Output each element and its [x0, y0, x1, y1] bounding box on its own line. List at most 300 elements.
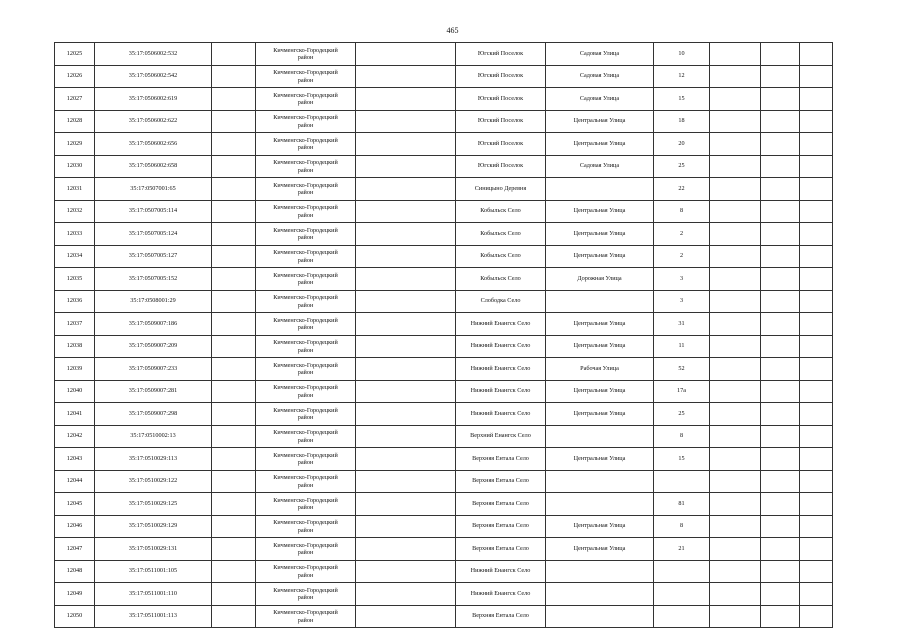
table-row	[55, 358, 833, 381]
street-cell: Садовая Улица	[546, 88, 654, 111]
district-type-line: район	[297, 144, 314, 152]
house-number-cell: 17а	[654, 380, 710, 403]
district-name-line: Кичменгско-Городецкий	[273, 249, 338, 257]
house-number-cell: 15	[654, 448, 710, 471]
cadastral-number-cell: 35:17:0511001:105	[95, 560, 212, 583]
table-row	[55, 178, 833, 201]
cadastral-number-cell: 35:17:0506002:532	[95, 43, 212, 66]
table-row	[55, 515, 833, 538]
district-cell	[256, 448, 356, 471]
district-name-line: Кичменгско-Городецкий	[273, 46, 338, 54]
table-row	[55, 448, 833, 471]
row-id-cell: 12031	[55, 178, 95, 201]
district-type-line: район	[297, 76, 314, 84]
empty-cell	[356, 560, 456, 583]
street-cell: Центральная Улица	[546, 245, 654, 268]
district-cell	[256, 155, 356, 178]
empty-cell	[800, 560, 833, 583]
district-type-line: район	[297, 346, 314, 354]
house-number-cell: 20	[654, 133, 710, 156]
street-cell	[546, 493, 654, 516]
table-row	[55, 155, 833, 178]
row-id-cell: 12025	[55, 43, 95, 66]
empty-cell	[212, 88, 256, 111]
empty-cell	[710, 133, 761, 156]
district-name-line: Кичменгско-Городецкий	[273, 294, 338, 302]
district-cell	[256, 335, 356, 358]
cadastral-number-cell: 35:17:0509007:186	[95, 313, 212, 336]
district-name-line: Кичменгско-Городецкий	[273, 91, 338, 99]
empty-cell	[800, 155, 833, 178]
street-cell: Центральная Улица	[546, 448, 654, 471]
page-number: 465	[446, 26, 459, 35]
empty-cell	[356, 133, 456, 156]
row-id-cell: 12032	[55, 200, 95, 223]
empty-cell	[800, 403, 833, 426]
district-name-line: Кичменгско-Городецкий	[273, 384, 338, 392]
district-name-line: Кичменгско-Городецкий	[273, 496, 338, 504]
house-number-cell: 8	[654, 200, 710, 223]
street-cell: Центральная Улица	[546, 380, 654, 403]
house-number-cell: 2	[654, 223, 710, 246]
house-number-cell: 8	[654, 425, 710, 448]
empty-cell	[800, 268, 833, 291]
district-cell	[256, 290, 356, 313]
empty-cell	[710, 245, 761, 268]
table-row	[55, 605, 833, 628]
house-number-cell: 18	[654, 110, 710, 133]
street-cell: Центральная Улица	[546, 335, 654, 358]
empty-cell	[710, 43, 761, 66]
empty-cell	[710, 268, 761, 291]
district-name-line: Кичменгско-Городецкий	[273, 339, 338, 347]
table-row	[55, 200, 833, 223]
house-number-cell	[654, 560, 710, 583]
empty-cell	[356, 268, 456, 291]
table-row	[55, 380, 833, 403]
settlement-cell: Кобыльск Село	[456, 200, 546, 223]
row-id-cell: 12035	[55, 268, 95, 291]
empty-cell	[800, 380, 833, 403]
cadastral-number-cell: 35:17:0510029:122	[95, 470, 212, 493]
district-cell	[256, 245, 356, 268]
street-cell	[546, 425, 654, 448]
empty-cell	[356, 380, 456, 403]
empty-cell	[212, 313, 256, 336]
house-number-cell	[654, 583, 710, 606]
empty-cell	[356, 65, 456, 88]
row-id-cell: 12026	[55, 65, 95, 88]
row-id-cell: 12050	[55, 605, 95, 628]
empty-cell	[761, 358, 800, 381]
empty-cell	[212, 200, 256, 223]
street-cell: Садовая Улица	[546, 65, 654, 88]
empty-cell	[761, 583, 800, 606]
house-number-cell: 52	[654, 358, 710, 381]
district-cell	[256, 223, 356, 246]
cadastral-number-cell: 35:17:0507005:152	[95, 268, 212, 291]
district-cell	[256, 605, 356, 628]
street-cell: Центральная Улица	[546, 403, 654, 426]
district-name-line: Кичменгско-Городецкий	[273, 159, 338, 167]
empty-cell	[800, 470, 833, 493]
empty-cell	[761, 515, 800, 538]
settlement-cell: Нижний Енангск Село	[456, 313, 546, 336]
empty-cell	[800, 538, 833, 561]
empty-cell	[710, 155, 761, 178]
empty-cell	[800, 110, 833, 133]
district-name-line: Кичменгско-Городецкий	[273, 406, 338, 414]
district-name-line: Кичменгско-Городецкий	[273, 181, 338, 189]
empty-cell	[800, 448, 833, 471]
house-number-cell: 25	[654, 403, 710, 426]
district-cell	[256, 178, 356, 201]
settlement-cell: Югский Поселок	[456, 43, 546, 66]
row-id-cell: 12040	[55, 380, 95, 403]
settlement-cell: Югский Поселок	[456, 110, 546, 133]
settlement-cell: Югский Поселок	[456, 133, 546, 156]
district-name-line: Кичменгско-Городецкий	[273, 136, 338, 144]
empty-cell	[800, 43, 833, 66]
table-row	[55, 65, 833, 88]
district-type-line: район	[297, 594, 314, 602]
settlement-cell: Нижний Енангск Село	[456, 358, 546, 381]
district-type-line: район	[297, 256, 314, 264]
district-name-line: Кичменгско-Городецкий	[273, 609, 338, 617]
empty-cell	[800, 178, 833, 201]
district-name-line: Кичменгско-Городецкий	[273, 204, 338, 212]
row-id-cell: 12038	[55, 335, 95, 358]
row-id-cell: 12044	[55, 470, 95, 493]
empty-cell	[761, 403, 800, 426]
district-name-line: Кичменгско-Городецкий	[273, 541, 338, 549]
empty-cell	[356, 88, 456, 111]
empty-cell	[710, 425, 761, 448]
district-type-line: район	[297, 279, 314, 287]
empty-cell	[212, 515, 256, 538]
empty-cell	[710, 335, 761, 358]
row-id-cell: 12029	[55, 133, 95, 156]
empty-cell	[800, 515, 833, 538]
empty-cell	[356, 403, 456, 426]
empty-cell	[761, 470, 800, 493]
settlement-cell: Верхняя Ентала Село	[456, 448, 546, 471]
empty-cell	[212, 110, 256, 133]
settlement-cell: Верхняя Ентала Село	[456, 515, 546, 538]
district-type-line: район	[297, 549, 314, 557]
table-row	[55, 403, 833, 426]
district-type-line: район	[297, 414, 314, 422]
empty-cell	[356, 290, 456, 313]
empty-cell	[800, 223, 833, 246]
table-row	[55, 133, 833, 156]
district-name-line: Кичменгско-Городецкий	[273, 226, 338, 234]
district-type-line: район	[297, 54, 314, 62]
empty-cell	[356, 335, 456, 358]
empty-cell	[800, 335, 833, 358]
empty-cell	[710, 448, 761, 471]
cadastral-number-cell: 35:17:0510029:113	[95, 448, 212, 471]
empty-cell	[212, 358, 256, 381]
settlement-cell: Нижний Енангск Село	[456, 560, 546, 583]
empty-cell	[356, 425, 456, 448]
empty-cell	[710, 110, 761, 133]
empty-cell	[710, 178, 761, 201]
district-type-line: район	[297, 571, 314, 579]
empty-cell	[761, 605, 800, 628]
cadastral-number-cell: 35:17:0509007:298	[95, 403, 212, 426]
street-cell	[546, 290, 654, 313]
empty-cell	[800, 358, 833, 381]
house-number-cell: 2	[654, 245, 710, 268]
street-cell	[546, 470, 654, 493]
district-cell	[256, 43, 356, 66]
empty-cell	[710, 223, 761, 246]
empty-cell	[356, 155, 456, 178]
row-id-cell: 12047	[55, 538, 95, 561]
empty-cell	[761, 155, 800, 178]
empty-cell	[710, 313, 761, 336]
house-number-cell	[654, 470, 710, 493]
cadastral-number-cell: 35:17:0510029:131	[95, 538, 212, 561]
house-number-cell: 21	[654, 538, 710, 561]
empty-cell	[212, 425, 256, 448]
district-type-line: район	[297, 99, 314, 107]
district-cell	[256, 470, 356, 493]
district-cell	[256, 268, 356, 291]
empty-cell	[800, 245, 833, 268]
district-cell	[256, 313, 356, 336]
empty-cell	[761, 313, 800, 336]
cadastral-number-cell: 35:17:0509007:209	[95, 335, 212, 358]
empty-cell	[761, 290, 800, 313]
settlement-cell: Верхний Енангск Село	[456, 425, 546, 448]
district-cell	[256, 560, 356, 583]
empty-cell	[356, 178, 456, 201]
empty-cell	[212, 133, 256, 156]
street-cell	[546, 605, 654, 628]
empty-cell	[212, 403, 256, 426]
district-cell	[256, 425, 356, 448]
empty-cell	[761, 380, 800, 403]
house-number-cell: 25	[654, 155, 710, 178]
empty-cell	[710, 358, 761, 381]
row-id-cell: 12042	[55, 425, 95, 448]
empty-cell	[761, 335, 800, 358]
district-name-line: Кичменгско-Городецкий	[273, 519, 338, 527]
row-id-cell: 12046	[55, 515, 95, 538]
empty-cell	[212, 155, 256, 178]
district-cell	[256, 200, 356, 223]
district-type-line: район	[297, 189, 314, 197]
empty-cell	[761, 268, 800, 291]
street-cell: Центральная Улица	[546, 313, 654, 336]
district-type-line: район	[297, 324, 314, 332]
empty-cell	[356, 43, 456, 66]
street-cell	[546, 560, 654, 583]
cadastral-number-cell: 35:17:0506002:619	[95, 88, 212, 111]
empty-cell	[356, 448, 456, 471]
house-number-cell: 3	[654, 290, 710, 313]
empty-cell	[356, 493, 456, 516]
empty-cell	[710, 583, 761, 606]
empty-cell	[761, 133, 800, 156]
row-id-cell: 12049	[55, 583, 95, 606]
empty-cell	[212, 43, 256, 66]
cadastral-number-cell: 35:17:0509007:233	[95, 358, 212, 381]
empty-cell	[356, 200, 456, 223]
empty-cell	[212, 493, 256, 516]
cadastral-number-cell: 35:17:0506002:622	[95, 110, 212, 133]
empty-cell	[761, 88, 800, 111]
row-id-cell: 12036	[55, 290, 95, 313]
settlement-cell: Кобыльск Село	[456, 268, 546, 291]
empty-cell	[800, 425, 833, 448]
street-cell: Центральная Улица	[546, 538, 654, 561]
house-number-cell: 15	[654, 88, 710, 111]
street-cell: Центральная Улица	[546, 515, 654, 538]
district-cell	[256, 133, 356, 156]
district-type-line: район	[297, 481, 314, 489]
empty-cell	[761, 538, 800, 561]
district-name-line: Кичменгско-Городецкий	[273, 429, 338, 437]
district-type-line: район	[297, 121, 314, 129]
district-cell	[256, 493, 356, 516]
cadastral-number-cell: 35:17:0510029:125	[95, 493, 212, 516]
empty-cell	[710, 380, 761, 403]
empty-cell	[356, 313, 456, 336]
row-id-cell: 12027	[55, 88, 95, 111]
empty-cell	[761, 560, 800, 583]
district-type-line: район	[297, 391, 314, 399]
table-row	[55, 313, 833, 336]
district-cell	[256, 110, 356, 133]
settlement-cell: Нижний Енангск Село	[456, 380, 546, 403]
cadastral-number-cell: 35:17:0507005:124	[95, 223, 212, 246]
district-name-line: Кичменгско-Городецкий	[273, 316, 338, 324]
empty-cell	[356, 583, 456, 606]
empty-cell	[800, 493, 833, 516]
settlement-cell: Нижний Енангск Село	[456, 583, 546, 606]
street-cell	[546, 178, 654, 201]
empty-cell	[710, 605, 761, 628]
street-cell: Садовая Улица	[546, 43, 654, 66]
street-cell	[546, 583, 654, 606]
district-type-line: район	[297, 616, 314, 624]
row-id-cell: 12033	[55, 223, 95, 246]
district-cell	[256, 583, 356, 606]
cadastral-number-cell: 35:17:0510029:129	[95, 515, 212, 538]
district-type-line: район	[297, 436, 314, 444]
district-name-line: Кичменгско-Городецкий	[273, 586, 338, 594]
district-name-line: Кичменгско-Городецкий	[273, 361, 338, 369]
district-cell	[256, 403, 356, 426]
empty-cell	[710, 200, 761, 223]
district-type-line: район	[297, 504, 314, 512]
empty-cell	[761, 110, 800, 133]
district-type-line: район	[297, 459, 314, 467]
empty-cell	[761, 493, 800, 516]
settlement-cell: Югский Поселок	[456, 155, 546, 178]
cadastral-number-cell: 35:17:0506002:542	[95, 65, 212, 88]
table-row	[55, 223, 833, 246]
empty-cell	[212, 470, 256, 493]
empty-cell	[710, 560, 761, 583]
empty-cell	[800, 583, 833, 606]
district-type-line: район	[297, 526, 314, 534]
street-cell: Центральная Улица	[546, 110, 654, 133]
settlement-cell: Верхняя Ентала Село	[456, 470, 546, 493]
empty-cell	[710, 538, 761, 561]
settlement-cell: Верхняя Ентала Село	[456, 605, 546, 628]
settlement-cell: Нижний Енангск Село	[456, 403, 546, 426]
settlement-cell: Слободка Село	[456, 290, 546, 313]
empty-cell	[356, 110, 456, 133]
settlement-cell: Верхняя Ентала Село	[456, 538, 546, 561]
district-cell	[256, 538, 356, 561]
empty-cell	[710, 403, 761, 426]
district-cell	[256, 88, 356, 111]
table-row	[55, 583, 833, 606]
cadastral-number-cell: 35:17:0506002:658	[95, 155, 212, 178]
table-row	[55, 268, 833, 291]
empty-cell	[212, 65, 256, 88]
registry-table	[54, 42, 833, 628]
cadastral-number-cell: 35:17:0509007:281	[95, 380, 212, 403]
empty-cell	[212, 448, 256, 471]
row-id-cell: 12048	[55, 560, 95, 583]
row-id-cell: 12039	[55, 358, 95, 381]
table-row	[55, 290, 833, 313]
empty-cell	[356, 538, 456, 561]
district-type-line: район	[297, 166, 314, 174]
empty-cell	[761, 178, 800, 201]
cadastral-number-cell: 35:17:0507005:127	[95, 245, 212, 268]
house-number-cell: 3	[654, 268, 710, 291]
street-cell: Садовая Улица	[546, 155, 654, 178]
district-name-line: Кичменгско-Городецкий	[273, 69, 338, 77]
empty-cell	[356, 223, 456, 246]
cadastral-number-cell: 35:17:0511001:110	[95, 583, 212, 606]
empty-cell	[800, 200, 833, 223]
cadastral-number-cell: 35:17:0511001:113	[95, 605, 212, 628]
empty-cell	[710, 470, 761, 493]
empty-cell	[761, 223, 800, 246]
empty-cell	[356, 245, 456, 268]
empty-cell	[710, 515, 761, 538]
district-type-line: район	[297, 369, 314, 377]
empty-cell	[710, 290, 761, 313]
settlement-cell: Верхняя Ентала Село	[456, 493, 546, 516]
empty-cell	[761, 65, 800, 88]
registry-table-body	[55, 43, 833, 628]
district-cell	[256, 380, 356, 403]
settlement-cell: Кобыльск Село	[456, 245, 546, 268]
empty-cell	[800, 133, 833, 156]
settlement-cell: Нижний Енангск Село	[456, 335, 546, 358]
empty-cell	[710, 65, 761, 88]
cadastral-number-cell: 35:17:0507005:114	[95, 200, 212, 223]
empty-cell	[212, 245, 256, 268]
empty-cell	[212, 538, 256, 561]
empty-cell	[212, 290, 256, 313]
district-name-line: Кичменгско-Городецкий	[273, 451, 338, 459]
street-cell: Рабочая Улица	[546, 358, 654, 381]
empty-cell	[356, 605, 456, 628]
street-cell: Центральная Улица	[546, 133, 654, 156]
empty-cell	[761, 200, 800, 223]
row-id-cell: 12034	[55, 245, 95, 268]
